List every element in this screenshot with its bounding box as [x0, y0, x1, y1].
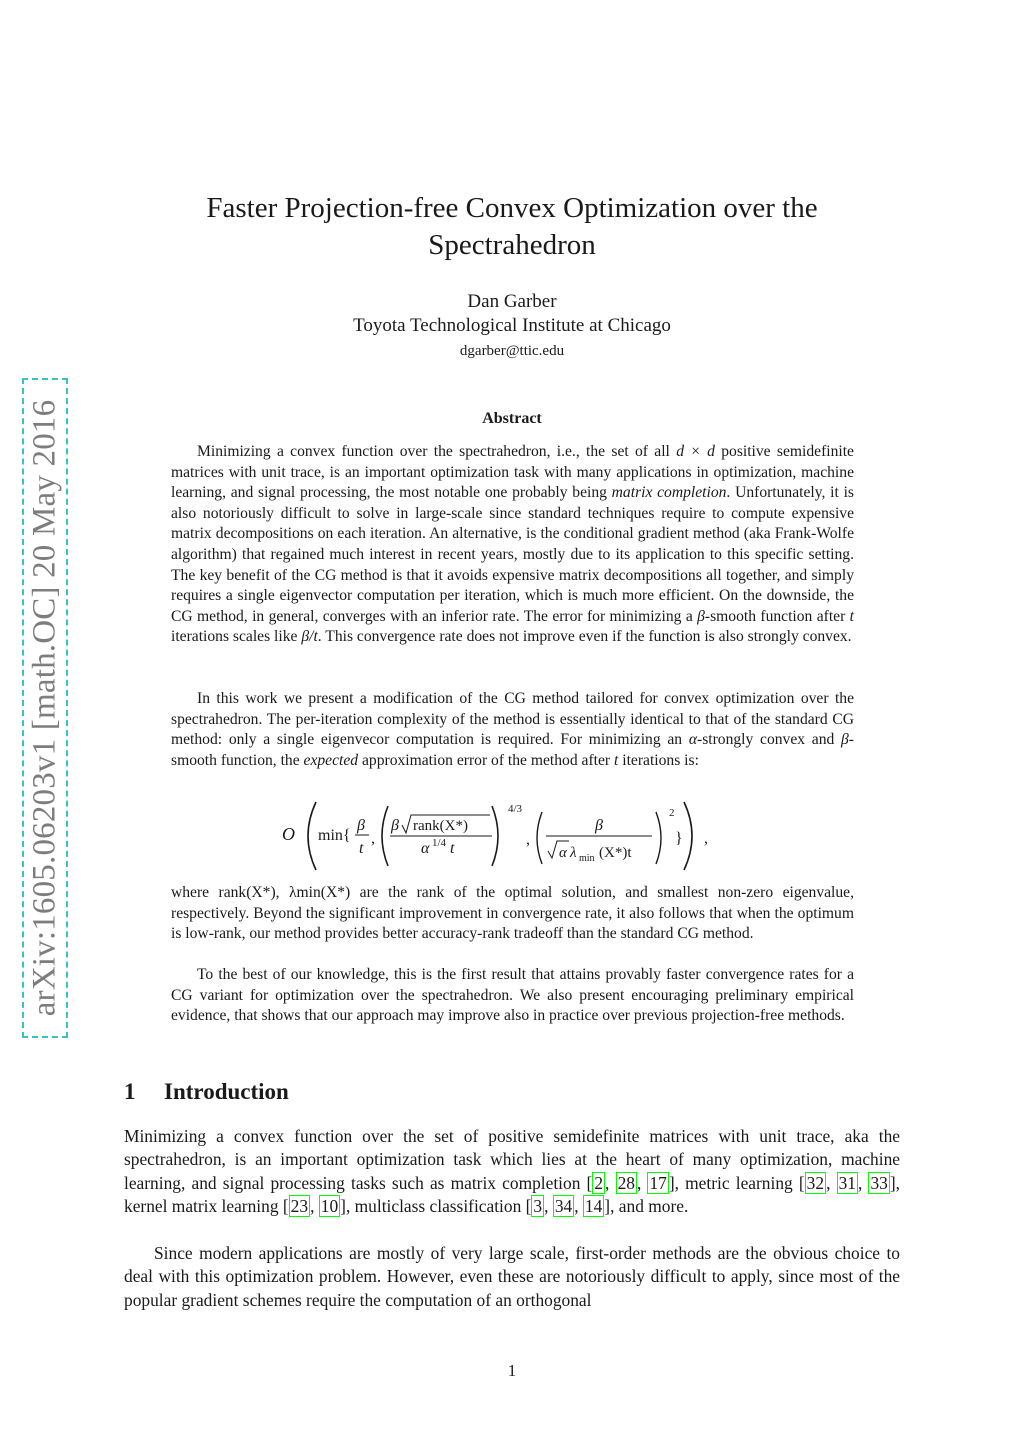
page-number: 1	[507, 1361, 517, 1380]
abstract-paragraph-2: In this work we present a modification of the CG method tailored for convex optimization over the spectrahedron. The per-iteration complexity of the method is essentially identical to that of the standard CG method: only a single eigenvecor computation is required. For minimizing an α-strongly convex and β-smooth function, the expected approximation error of the method after t iterations is:	[171, 690, 854, 769]
citation-link[interactable]: 17	[649, 1172, 667, 1193]
author-name: Dan Garber	[467, 291, 557, 312]
section-heading-introduction	[124, 1079, 289, 1105]
formula-t-2: t	[450, 840, 455, 857]
citation-link[interactable]: 10	[320, 1196, 339, 1217]
abstract-paragraph-1: Minimizing a convex function over the spectrahedron, i.e., the set of all d × d positive semidefinite matrices with unit trace, is an important optimization task with many applications in optimization, machine learning, and signal processing, the most notable one probably being matrix completion. Unfortunately, it is also notoriously difficult to solve in large-scale since standard techniques require to compute expensive matrix decompositions on each iteration. An alternative, is the conditional gradient method (aka Frank-Wolfe algorithm) that regained much interest in recent years, mostly due to its application to this specific setting. The key benefit of the CG method is that it avoids expensive matrix decompositions all together, and simply requires a single eigenvector computation per iteration, which is much more efficient. On the downside, the CG method, in general, converges with an inferior rate. The error for minimizing a β-smooth function after t iterations scales like β/t. This convergence rate does not improve even if the function is also strongly convex.	[171, 443, 854, 646]
formula-paren-3-left	[537, 812, 542, 864]
formula-lambda-min-subscript: min	[579, 853, 595, 864]
formula-lambda: λ	[570, 845, 577, 861]
title-line-2: Spectrahedron	[428, 229, 596, 261]
formula-alpha-1: α	[421, 840, 430, 857]
formula-exp-2: 2	[669, 807, 675, 819]
citation-link[interactable]: 23	[290, 1196, 309, 1217]
formula-outer-paren-right	[684, 802, 692, 870]
introduction-paragraph-2: Since modern applications are mostly of very large scale, first-order methods are the obvious choice to deal with this optimization problem. However, even these are notoriously difficult to apply, since most of the popular gradient schemes require the computation of an orthogonal	[124, 1243, 900, 1310]
formula-comma-1: ,	[371, 830, 375, 847]
formula-quarter-exp: 1/4	[432, 837, 447, 849]
abstract-heading: Abstract	[482, 410, 542, 427]
citation-link[interactable]: 34	[554, 1196, 573, 1217]
formula-beta-1: β	[357, 817, 365, 834]
section-title: Introduction	[164, 1079, 289, 1104]
arxiv-identifier-stamp[interactable]	[22, 378, 68, 1038]
author-affiliation: Toyota Technological Institute at Chicago	[353, 315, 671, 336]
formula-paren-2-right	[492, 806, 498, 866]
formula-paren-2-left	[382, 806, 388, 866]
section-number: 1	[124, 1079, 136, 1104]
formula-exp-4-3: 4/3	[508, 803, 523, 815]
abstract-paragraph-4: To the best of our knowledge, this is the first result that attains provably faster convergence rates for a CG variant for optimization over the spectrahedron. We also present encouraging preliminary empirical evidence, that shows that our approach may improve also in practice over previous projection-free methods.	[171, 966, 854, 1025]
citation-link[interactable]: 14	[584, 1196, 603, 1217]
formula-big-o: O	[282, 824, 295, 844]
citation-link[interactable]: 2	[594, 1172, 604, 1193]
paper-title	[160, 190, 864, 264]
arxiv-identifier: arXiv:1605.06203v1 [math.OC] 20 May 2016	[26, 399, 63, 1017]
formula-beta-2: β	[391, 817, 399, 834]
convergence-rate-formula	[280, 798, 740, 874]
formula-x-star-t: (X*)t	[599, 845, 632, 861]
formula-close-brace: }	[675, 830, 683, 847]
citation-link[interactable]: 32	[806, 1172, 825, 1193]
formula-comma-2: ,	[526, 831, 530, 848]
formula-beta-3: β	[595, 817, 603, 834]
formula-rank: rank(X*)	[413, 818, 468, 834]
formula-paren-3-right	[656, 812, 661, 864]
formula-t-1: t	[359, 840, 364, 857]
abstract-paragraph-3: where rank(X*), λmin(X*) are the rank of the optimal solution, and smallest non-zero eigenvalue, respectively. Beyond the significant improvement in convergence rate, it also follows that when the optimum is low-rank, our method provides better accuracy-rank tradeoff than the standard CG method.	[171, 884, 854, 943]
citation-link[interactable]: 28	[617, 1172, 635, 1193]
formula-trailing-comma: ,	[704, 830, 708, 847]
formula-outer-paren-left	[308, 802, 316, 870]
formula-min: min{	[318, 827, 351, 844]
formula-alpha-2: α	[559, 845, 567, 861]
citation-link[interactable]: 33	[870, 1172, 888, 1193]
introduction-paragraph-1: Minimizing a convex function over the set of positive semidefinite matrices with unit trace, aka the spectrahedron, is an important optimization task which lies at the heart of many optimization, machine learning, and signal processing tasks such as matrix completion [ 2 , 28 , 17 ], metric learning [ 32 , 31 , 33 ], kernel matrix learning [ 23 , 10 ], multiclass classification [ 3 , 34 , 14 ], and more.	[124, 1126, 901, 1217]
citation-link[interactable]: 31	[838, 1172, 856, 1193]
citation-link[interactable]: 3	[533, 1196, 543, 1217]
author-email[interactable]: dgarber@ttic.edu	[459, 343, 565, 359]
title-line-1: Faster Projection-free Convex Optimization over the	[206, 192, 818, 224]
